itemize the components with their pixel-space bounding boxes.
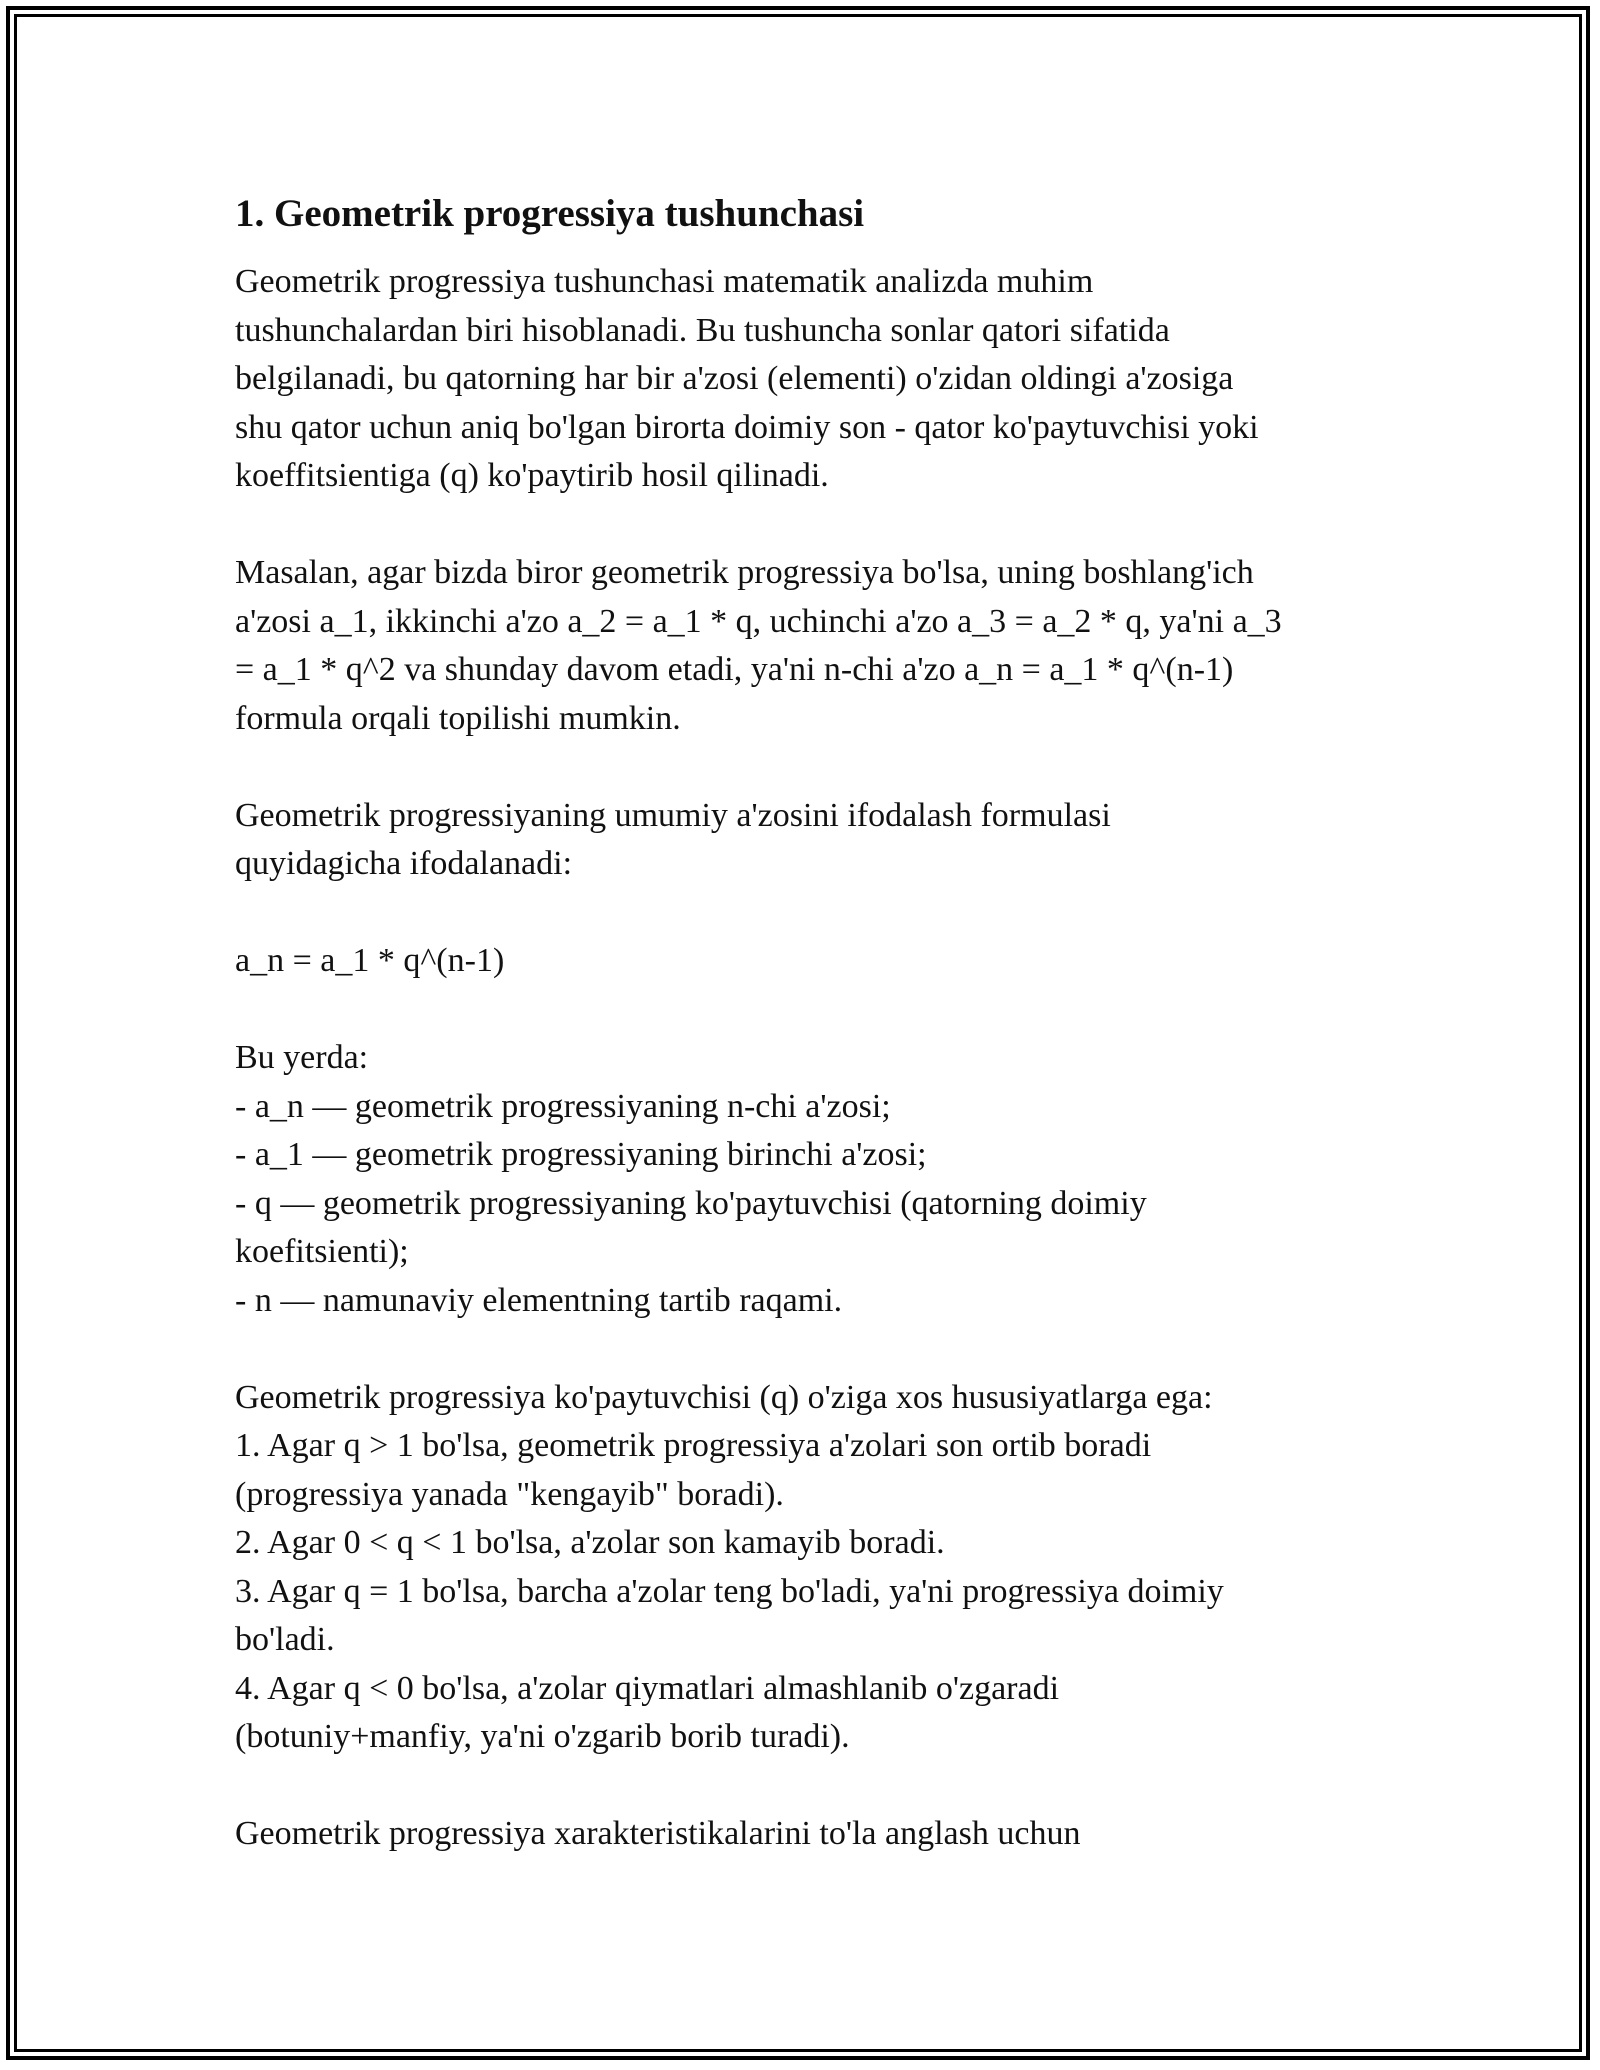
text-line: - n — namunaviy elementning tartib raqami. (235, 1281, 843, 1319)
text-line: - a_n — geometrik progressiyaning n-chi a'zosi; (235, 1087, 891, 1125)
text-line (235, 743, 1395, 792)
text-line: (botuniy+manfiy, ya'ni o'zgarib borib turadi). (235, 1718, 850, 1755)
text-line: - a_1 — geometrik progressiyaning birinchi a'zosi; (235, 1136, 927, 1173)
text-line: formula orqali topilishi mumkin. (235, 699, 681, 737)
text-line: belgilanadi, bu qatorning har bir a'zosi (elementi) o'zidan oldingi a'zosiga (235, 360, 1234, 397)
document-body (235, 186, 1395, 1859)
text-line (235, 1325, 1395, 1374)
text-line: 3. Agar q = 1 bo'lsa, barcha a'zolar teng bo'ladi, ya'ni progressiya doimiy (235, 1572, 1224, 1610)
text-line: a'zosi a_1, ikkinchi a'zo a_2 = a_1 * q, uchinchi a'zo a_3 = a_2 * q, ya'ni a_3 (235, 602, 1282, 640)
text-line: (progressiya yanada "kengayib" boradi). (235, 1475, 784, 1513)
text-line: tushunchalardan biri hisoblanadi. Bu tushuncha sonlar qatori sifatida (235, 311, 1170, 349)
section-title: 1. Geometrik progressiya tushunchasi (235, 192, 865, 235)
text-line: koefitsienti); (235, 1233, 409, 1270)
text-line: koeffitsientiga (q) ko'paytirib hosil qilinadi. (235, 457, 829, 494)
text-line (235, 986, 1395, 1035)
text-line: = a_1 * q^2 va shunday davom etadi, ya'ni n-chi a'zo a_n = a_1 * q^(n-1) (235, 651, 1234, 688)
text-line: Masalan, agar bizda biror geometrik progressiya bo'lsa, uning boshlang'ich (235, 554, 1254, 591)
text-line: shu qator uchun aniq bo'lgan birorta doimiy son - qator ko'paytuvchisi yoki (235, 408, 1259, 446)
text-line: bo'ladi. (235, 1621, 335, 1658)
text-line: Geometrik progressiyaning umumiy a'zosini ifodalash formulasi (235, 796, 1111, 834)
text-line: Geometrik progressiya ko'paytuvchisi (q) o'ziga xos hususiyatlarga ega: (235, 1378, 1213, 1416)
text-line: a_n = a_1 * q^(n-1) (235, 942, 505, 979)
text-line: 1. Agar q > 1 bo'lsa, geometrik progressiya a'zolari son ortib boradi (235, 1427, 1152, 1464)
text-lines (235, 258, 1395, 1859)
text-line: quyidagicha ifodalanadi: (235, 845, 573, 882)
text-line (235, 501, 1395, 550)
text-line (235, 1762, 1395, 1811)
text-line: 2. Agar 0 < q < 1 bo'lsa, a'zolar son kamayib boradi. (235, 1524, 945, 1561)
text-line: Geometrik progressiya xarakteristikalarini to'la anglash uchun (235, 1815, 1081, 1852)
text-line: 4. Agar q < 0 bo'lsa, a'zolar qiymatlari almashlanib o'zgaradi (235, 1669, 1060, 1707)
text-line: - q — geometrik progressiyaning ko'paytuvchisi (qatorning doimiy (235, 1184, 1147, 1222)
text-line (235, 889, 1395, 938)
text-line: Bu yerda: (235, 1039, 369, 1076)
text-line: Geometrik progressiya tushunchasi matematik analizda muhim (235, 263, 1094, 300)
